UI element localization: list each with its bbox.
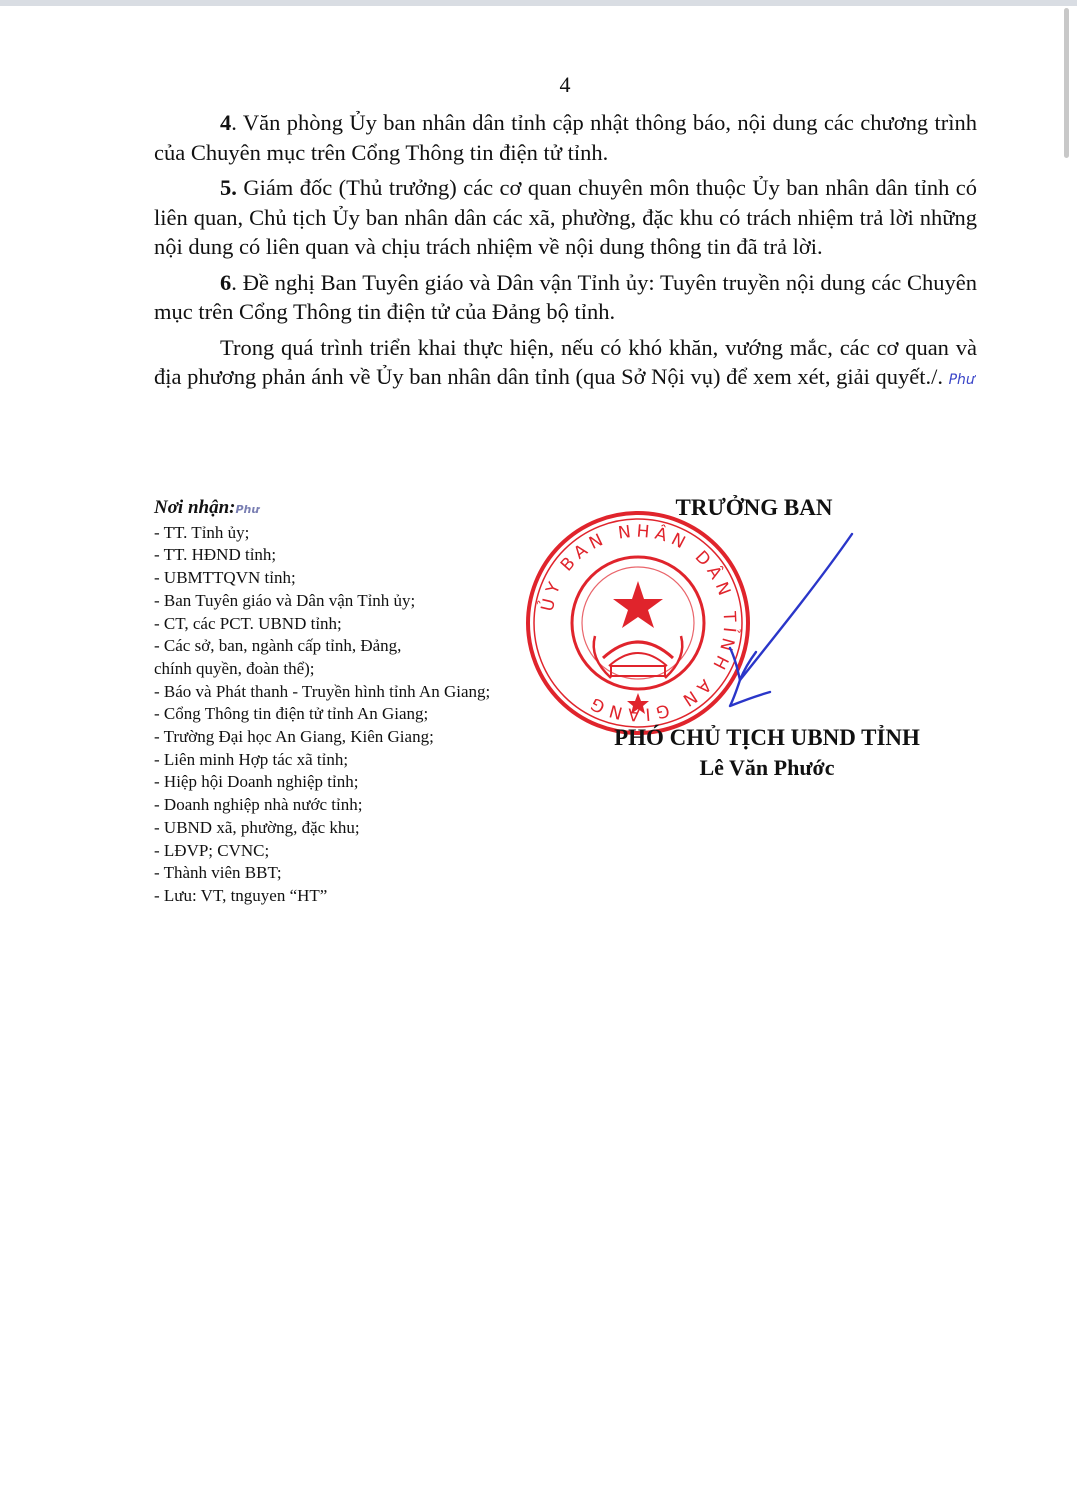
recipient-item: - Doanh nghiệp nhà nước tỉnh; bbox=[154, 795, 363, 815]
recipients-heading-label: Nơi nhận: bbox=[154, 497, 236, 518]
recipient-item: - Cổng Thông tin điện tử tỉnh An Giang; bbox=[154, 704, 429, 724]
seal-text: ỦY BAN NHÂN DÂN TỈNH AN GIANG bbox=[537, 521, 740, 725]
recipients-list bbox=[154, 522, 490, 908]
recipient-item: chính quyền, đoàn thể); bbox=[154, 658, 315, 678]
recipient-item: - Ban Tuyên giáo và Dân vận Tỉnh ủy; bbox=[154, 590, 416, 610]
handwritten-signature-icon bbox=[700, 520, 870, 720]
recipient-item: - UBMTTQVN tỉnh; bbox=[154, 568, 296, 588]
paragraph-5 bbox=[154, 173, 977, 262]
signer-name: Lê Văn Phước bbox=[699, 755, 835, 780]
paragraph-text: . Đề nghị Ban Tuyên giáo và Dân vận Tỉnh ủy: Tuyên truyền nội dung các Chuyên mục trên Cổng Thông tin điện tử của Đảng bộ tỉnh. bbox=[154, 269, 977, 324]
recipient-item: - Các sở, ban, ngành cấp tỉnh, Đảng, bbox=[154, 636, 402, 656]
recipient-item: - Hiệp hội Doanh nghiệp tỉnh; bbox=[154, 772, 359, 792]
recipient-item: - LĐVP; CVNC; bbox=[154, 840, 270, 860]
paragraph-text: Giám đốc (Thủ trưởng) các cơ quan chuyên môn thuộc Ủy ban nhân dân tỉnh có liên quan, Chủ tịch Ủy ban nhân dân các xã, phường, đặc khu có trách nhiệm trả lời những nội dung có liên quan và chịu trách nhiệm về nội dung thông tin đã trả lời. bbox=[154, 175, 977, 259]
recipient-item: - Thành viên BBT; bbox=[154, 863, 282, 883]
recipients-block bbox=[154, 497, 490, 908]
paragraph-4 bbox=[154, 108, 977, 167]
recipient-item: - TT. HĐND tỉnh; bbox=[154, 545, 277, 565]
paragraph-text: . Văn phòng Ủy ban nhân dân tỉnh cập nhật thông báo, nội dung các chương trình của Chuyên mục trên Cổng Thông tin điện tử tỉnh. bbox=[154, 110, 977, 165]
handwritten-initials: Phư bbox=[235, 503, 260, 516]
document-body bbox=[154, 108, 977, 402]
top-edge bbox=[0, 0, 1077, 6]
signer-role: PHÓ CHỦ TỊCH UBND TỈNH bbox=[614, 725, 920, 750]
scrollbar[interactable] bbox=[1059, 0, 1077, 1503]
paragraph-number: 4 bbox=[220, 110, 232, 135]
recipient-item: - UBND xã, phường, đặc khu; bbox=[154, 817, 360, 837]
paragraph-number: 6 bbox=[220, 269, 232, 295]
page-number: 4 bbox=[559, 72, 571, 97]
recipient-item: - Lưu: VT, tnguyen “HT” bbox=[154, 885, 328, 905]
recipient-item: - Liên minh Hợp tác xã tỉnh; bbox=[154, 749, 349, 769]
paragraph-closing bbox=[154, 333, 977, 396]
recipient-item: - TT. Tỉnh ủy; bbox=[154, 522, 250, 542]
recipients-heading bbox=[154, 497, 490, 522]
signature-title: TRƯỞNG BAN bbox=[675, 495, 833, 520]
recipient-item: - CT, các PCT. UBND tỉnh; bbox=[154, 613, 342, 633]
paragraph-number: 5. bbox=[220, 175, 237, 200]
paragraph-6 bbox=[154, 268, 977, 327]
handwritten-initials: Phư bbox=[948, 372, 975, 388]
recipient-item: - Trường Đại học An Giang, Kiên Giang; bbox=[154, 727, 434, 747]
paragraph-text: Trong quá trình triển khai thực hiện, nếu có khó khăn, vướng mắc, các cơ quan và địa phương phản ánh về Ủy ban nhân dân tỉnh (qua Sở Nội vụ) để xem xét, giải quyết./. bbox=[154, 334, 977, 389]
recipient-item: - Báo và Phát thanh - Truyền hình tỉnh An Giang; bbox=[154, 681, 491, 701]
